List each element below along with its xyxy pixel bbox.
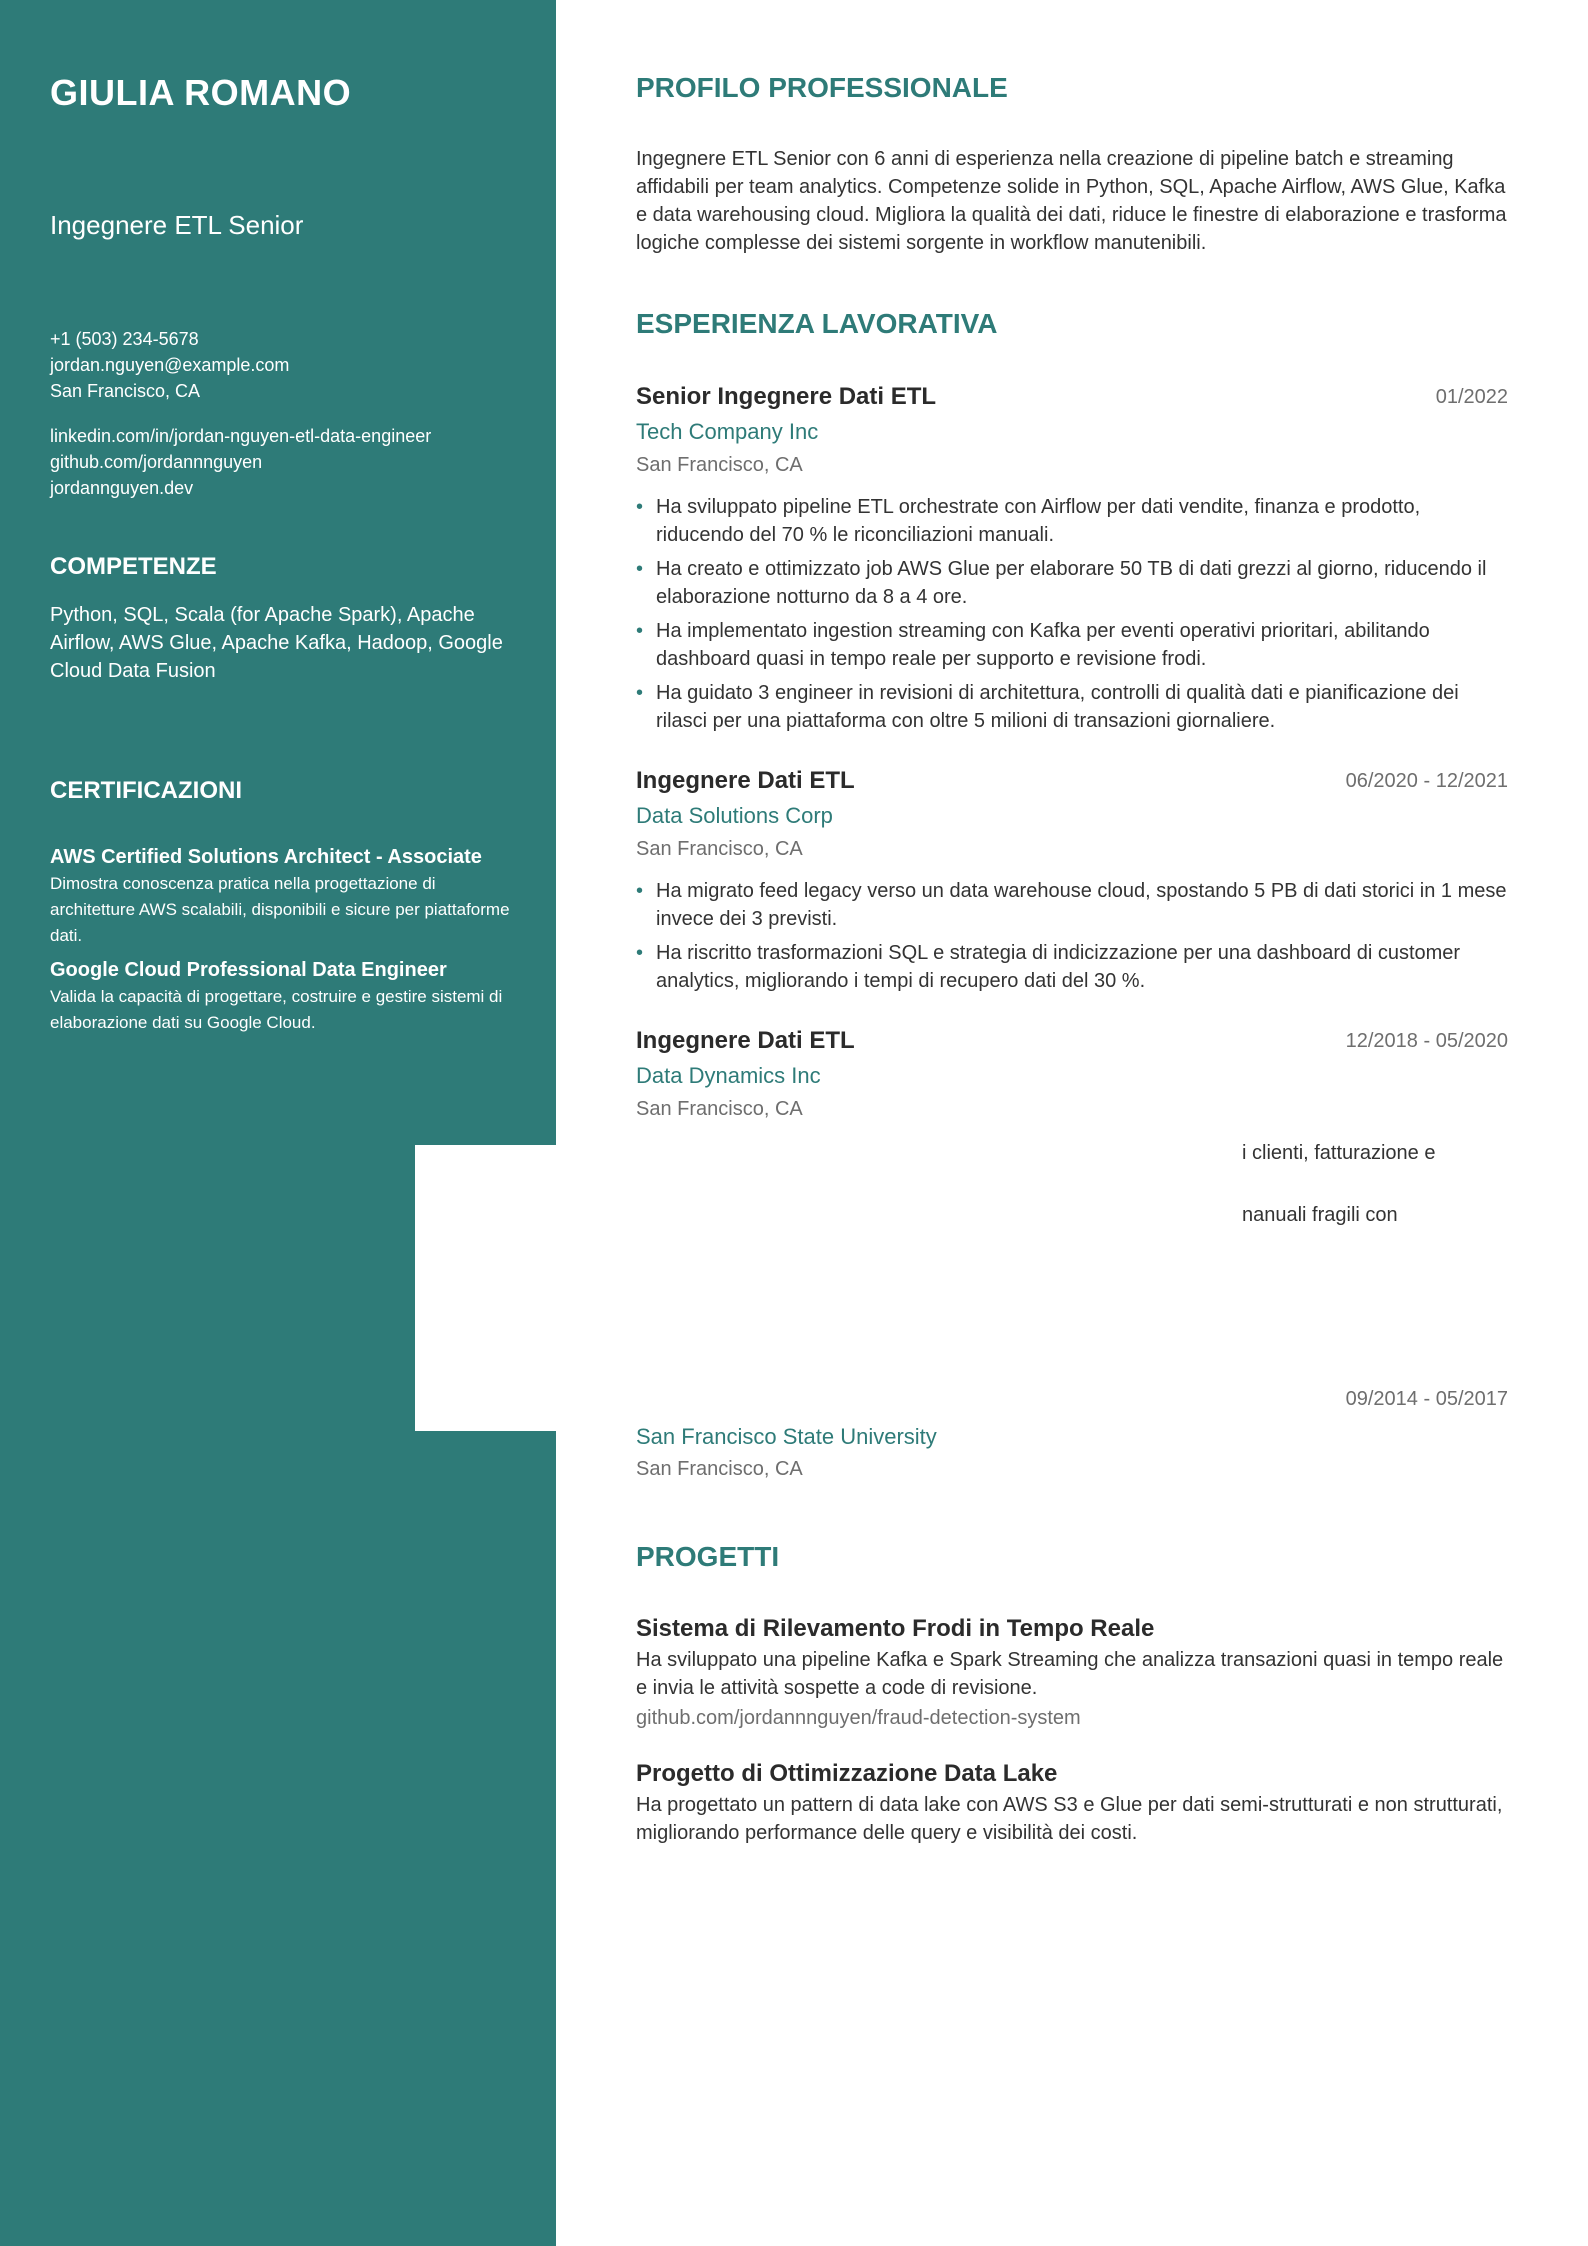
job-title: Ingegnere Dati ETL	[636, 1027, 855, 1054]
location: San Francisco, CA	[50, 381, 201, 401]
links-block	[50, 423, 431, 501]
project-entry	[636, 1757, 1508, 1847]
job-bullets	[636, 493, 1508, 735]
cert-description: Valida la capacità di progettare, costruire e gestire sistemi di elaborazione dati su Google Cloud.	[50, 987, 503, 1032]
company-name: Data Dynamics Inc	[636, 1063, 821, 1088]
company-name: Data Solutions Corp	[636, 803, 833, 828]
projects-heading: PROGETTI	[636, 1541, 780, 1572]
job-entry	[636, 379, 1508, 741]
project-description: Ha progettato un pattern di data lake con AWS S3 e Glue per dati semi-strutturati e non strutturati, migliorando performance delle query e visibilità dei costi.	[636, 1794, 1503, 1844]
job-bullet: • Ha guidato 3 engineer in revisioni di architettura, controlli di qualità dati e pianificazione dei rilasci per una piattaforma con oltre 5 milioni di transazioni giornaliere.	[636, 679, 1508, 735]
job-location: San Francisco, CA	[636, 838, 803, 860]
project-link[interactable]: github.com/jordannnguyen/fraud-detection-system	[636, 1707, 1081, 1729]
job-bullet: • Ha riscritto trasformazioni SQL e strategia di indicizzazione per una dashboard di customer analytics, migliorando i tempi di recupero dati del 30 %.	[636, 939, 1508, 995]
website-link[interactable]: jordannguyen.dev	[50, 478, 194, 498]
job-date: 01/2022	[1435, 386, 1508, 408]
job-bullet: • Ha sviluppato pipeline ETL orchestrate con Airflow per dati vendite, finanza e prodotto, riducendo del 70 % le riconciliazioni manuali.	[636, 493, 1508, 549]
email-address[interactable]: jordan.nguyen@example.com	[50, 355, 290, 375]
job-date: 06/2020 - 12/2021	[1345, 770, 1508, 792]
certifications-heading: CERTIFICAZIONI	[50, 777, 242, 804]
job-title: Ingegnere Dati ETL	[636, 767, 855, 794]
candidate-title: Ingegnere ETL Senior	[50, 210, 304, 240]
job-title: Senior Ingegnere Dati ETL	[636, 383, 937, 410]
candidate-name: GIULIA ROMANO	[50, 72, 352, 113]
certifications-list	[50, 846, 510, 1046]
cert-name: AWS Certified Solutions Architect - Associate	[50, 846, 482, 868]
sidebar-background-bottom	[0, 1431, 556, 2246]
education-school: San Francisco State University	[636, 1424, 937, 1449]
cert-description: Dimostra conoscenza pratica nella progettazione di architetture AWS scalabili, disponibili e sicure per piattaforme dati.	[50, 874, 510, 945]
job-bullet: • Ha creato e ottimizzato job AWS Glue per elaborare 50 TB di dati grezzi al giorno, riducendo il elaborazione notturno da 8 a 4 ore.	[636, 555, 1508, 611]
truncated-text-fragment: i clienti, fatturazione e	[1242, 1142, 1436, 1164]
contact-block	[50, 326, 289, 404]
job-location: San Francisco, CA	[636, 1098, 803, 1120]
experience-heading: ESPERIENZA LAVORATIVA	[636, 308, 998, 339]
job-bullet: • Ha migrato feed legacy verso un data warehouse cloud, spostando 5 PB di dati storici in 1 mese invece dei 3 previsti.	[636, 877, 1508, 933]
project-title: Sistema di Rilevamento Frodi in Tempo Reale	[636, 1615, 1155, 1642]
skills-heading: COMPETENZE	[50, 553, 217, 580]
job-location: San Francisco, CA	[636, 454, 803, 476]
project-entry	[636, 1612, 1508, 1734]
job-bullet: • Ha implementato ingestion streaming con Kafka per eventi operativi prioritari, abilitando dashboard quasi in tempo reale per supporto e revisione frodi.	[636, 617, 1508, 673]
truncated-text-fragment: nanuali fragili con	[1242, 1204, 1398, 1226]
phone-number: +1 (503) 234-5678	[50, 329, 199, 349]
job-date: 12/2018 - 05/2020	[1345, 1030, 1508, 1052]
profile-summary: Ingegnere ETL Senior con 6 anni di esperienza nella creazione di pipeline batch e streaming affidabili per team analytics. Competenze solide in Python, SQL, Apache Airflow, AWS Glue, Kafka e data warehousing cloud. Migliora la qualità dei dati, riduce le finestre di elaborazione e trasforma logiche complesse dei sistemi sorgente in workflow manutenibili.	[636, 148, 1507, 254]
profile-heading: PROFILO PROFESSIONALE	[636, 72, 1008, 103]
github-link[interactable]: github.com/jordannnguyen	[50, 452, 263, 472]
cert-name: Google Cloud Professional Data Engineer	[50, 959, 447, 981]
job-entry	[636, 1023, 1508, 1125]
project-title: Progetto di Ottimizzazione Data Lake	[636, 1760, 1058, 1787]
skills-text: Python, SQL, Scala (for Apache Spark), Apache Airflow, AWS Glue, Apache Kafka, Hadoop, Google Cloud Data Fusion	[50, 604, 503, 682]
education-location: San Francisco, CA	[636, 1458, 803, 1480]
company-name: Tech Company Inc	[636, 419, 819, 444]
job-bullets	[636, 877, 1508, 995]
linkedin-link[interactable]: linkedin.com/in/jordan-nguyen-etl-data-engineer	[50, 426, 432, 446]
education-date: 09/2014 - 05/2017	[1345, 1388, 1508, 1410]
sidebar-background-notch	[0, 1145, 415, 1431]
job-entry	[636, 763, 1508, 1001]
project-description: Ha sviluppato una pipeline Kafka e Spark Streaming che analizza transazioni quasi in tempo reale e invia le attività sospette a code di revisione.	[636, 1649, 1504, 1699]
